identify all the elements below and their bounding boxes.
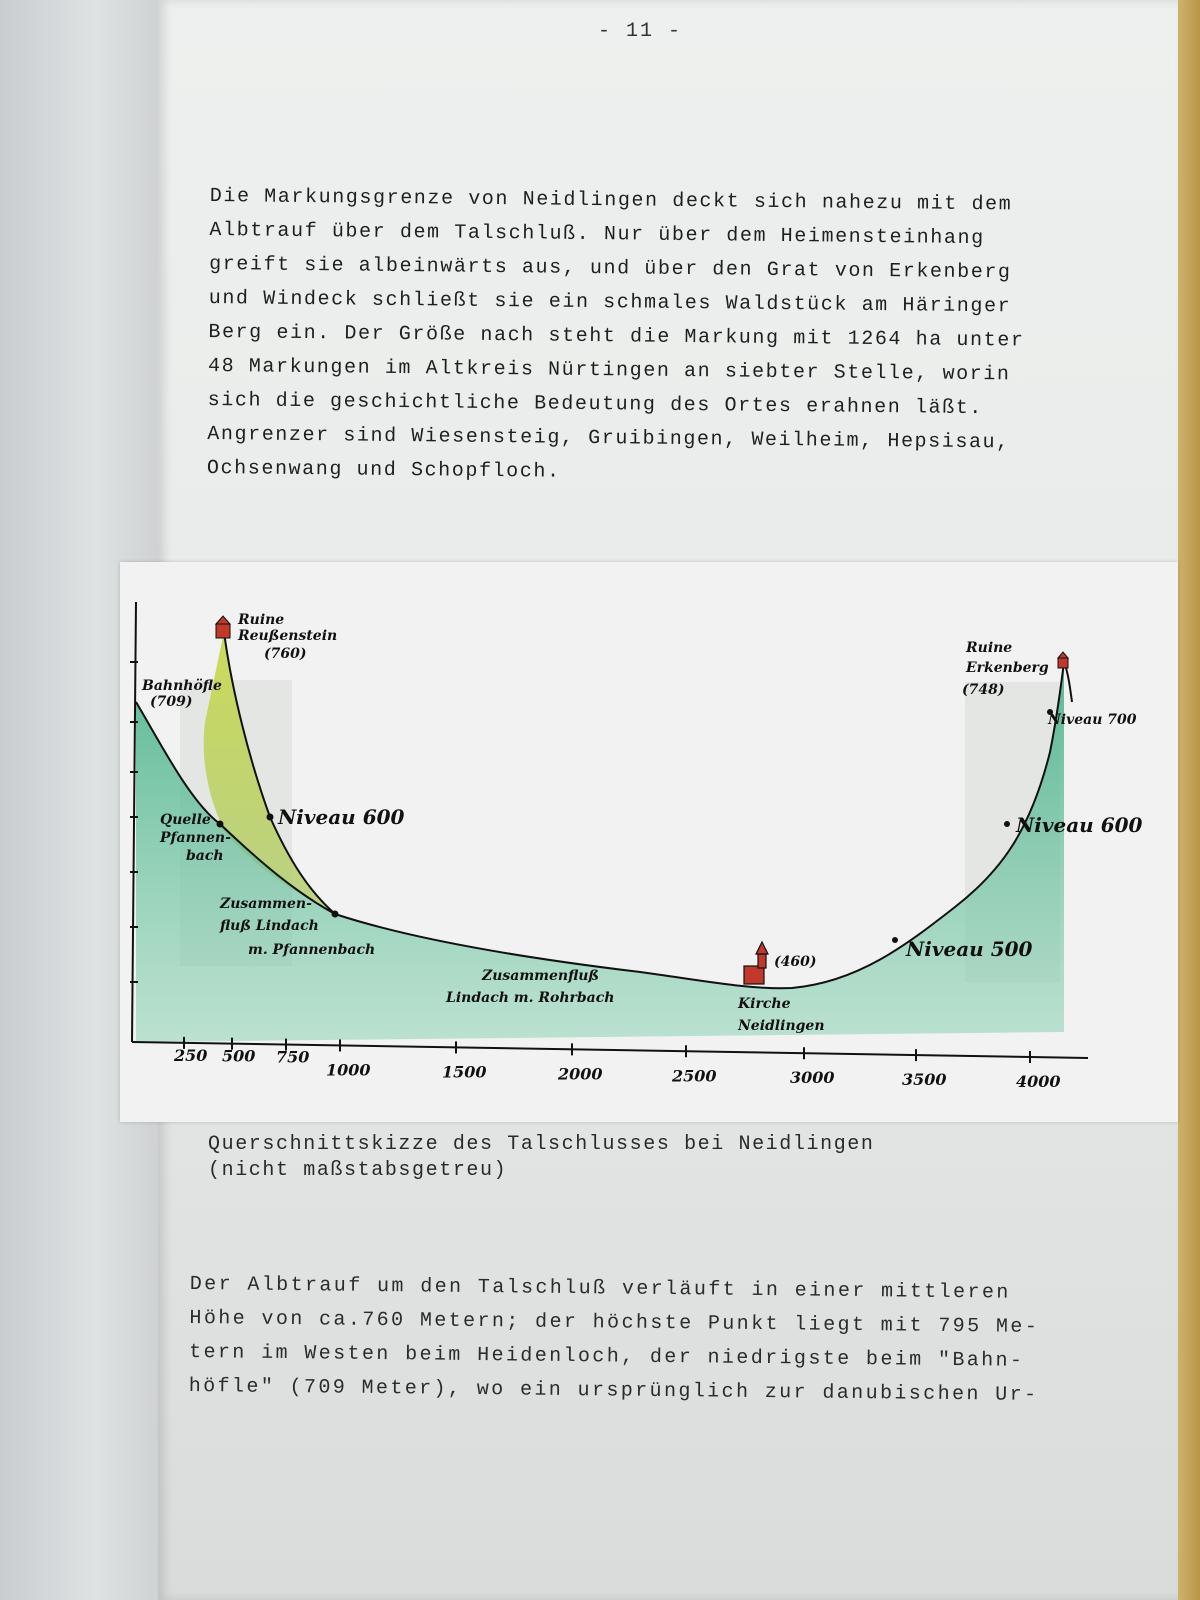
label-kirche-elevation: (460) [774, 954, 817, 970]
niveau600-left-point [267, 814, 274, 821]
page-number: - 11 - [598, 20, 683, 43]
label-zusammenfluss-pfannenbach: Zusammen- fluß Lindach m. Pfannenbach [220, 896, 376, 958]
caption-line: Querschnittskizze des Talschlusses bei Neidlingen [208, 1133, 875, 1156]
church-icon [744, 942, 768, 984]
x-tick-label: 3500 [902, 1070, 947, 1090]
castle-icon [1058, 652, 1068, 668]
text-line: Albtrauf über dem Talschluß. Nur über dem Heimensteinhang [209, 218, 985, 251]
niveau600-right-point [1004, 821, 1010, 827]
x-tick-label: 1500 [442, 1062, 487, 1082]
cross-section-sketch [120, 562, 1178, 1122]
text-line: und Windeck schließt sie ein schmales Waldstück am Häringer [208, 286, 1012, 319]
label-niveau-700: Niveau 700 [1048, 712, 1137, 728]
text-line: höfle" (709 Meter), wo ein ursprünglich zur danubischen Ur- [188, 1374, 1039, 1407]
quelle-point [217, 821, 224, 828]
text-line: tern im Westen beim Heidenloch, der niedrigste beim "Bahn- [188, 1340, 1025, 1373]
label-niveau-600-left: Niveau 600 [278, 805, 405, 829]
label-niveau-500: Niveau 500 [906, 937, 1033, 961]
niveau500-point [892, 937, 898, 943]
x-tick-label: 2000 [558, 1064, 603, 1084]
label-quelle-pfannenbach: Quelle Pfannen- bach [160, 812, 231, 864]
x-tick-label: 500 [222, 1046, 256, 1066]
confluence-point [332, 911, 339, 918]
text-line: Der Albtrauf um den Talschluß verläuft in einer mittleren [189, 1272, 1011, 1305]
text-line: Höhe von ca.760 Metern; der höchste Punkt liegt mit 795 Me- [189, 1306, 1040, 1339]
label-kirche-neidlingen: Kirche Neidlingen [738, 996, 825, 1034]
text-line: Berg ein. Der Größe nach steht die Markung mit 1264 ha unter [208, 320, 1025, 353]
cross-section-drawing [120, 562, 1178, 1122]
text-line: greift sie albeinwärts aus, und über den Grat von Erkenberg [208, 252, 1012, 285]
label-niveau-600-right: Niveau 600 [1016, 813, 1143, 837]
paragraph-1 [207, 180, 1070, 495]
figure-caption [208, 1132, 1108, 1184]
x-tick-label: 250 [174, 1045, 208, 1065]
x-tick-label: 750 [276, 1047, 310, 1067]
desk-edge [1178, 0, 1200, 1600]
caption-line: (nicht maßstabsgetreu) [208, 1159, 508, 1182]
x-tick-label: 4000 [1016, 1072, 1061, 1092]
text-line: Angrenzer sind Wiesensteig, Gruibingen, Weilheim, Hepsisau, [207, 422, 1010, 455]
text-line: sich die geschichtliche Bedeutung des Ortes erahnen läßt. [207, 388, 984, 421]
x-tick-label: 3000 [790, 1068, 835, 1088]
text-line: 48 Markungen im Altkreis Nürtingen an siebter Stelle, worin [207, 354, 1011, 387]
label-ruine-reussenstein: Ruine Reußenstein (760) [238, 612, 338, 662]
label-zusammenfluss-rohrbach: Zusammenfluß Lindach m. Rohrbach [446, 968, 615, 1006]
y-axis [132, 602, 136, 1042]
x-tick-label: 2500 [672, 1066, 717, 1086]
label-bahnhoefle: Bahnhöfle (709) [142, 678, 222, 710]
castle-icon [216, 616, 230, 638]
paragraph-2 [189, 1268, 1070, 1413]
x-tick-label: 1000 [326, 1060, 371, 1080]
text-line: Ochsenwang und Schopfloch. [206, 456, 561, 484]
label-ruine-erkenberg: Ruine Erkenberg (748) [962, 640, 1049, 698]
text-line: Die Markungsgrenze von Neidlingen deckt sich nahezu mit dem [209, 184, 1013, 217]
